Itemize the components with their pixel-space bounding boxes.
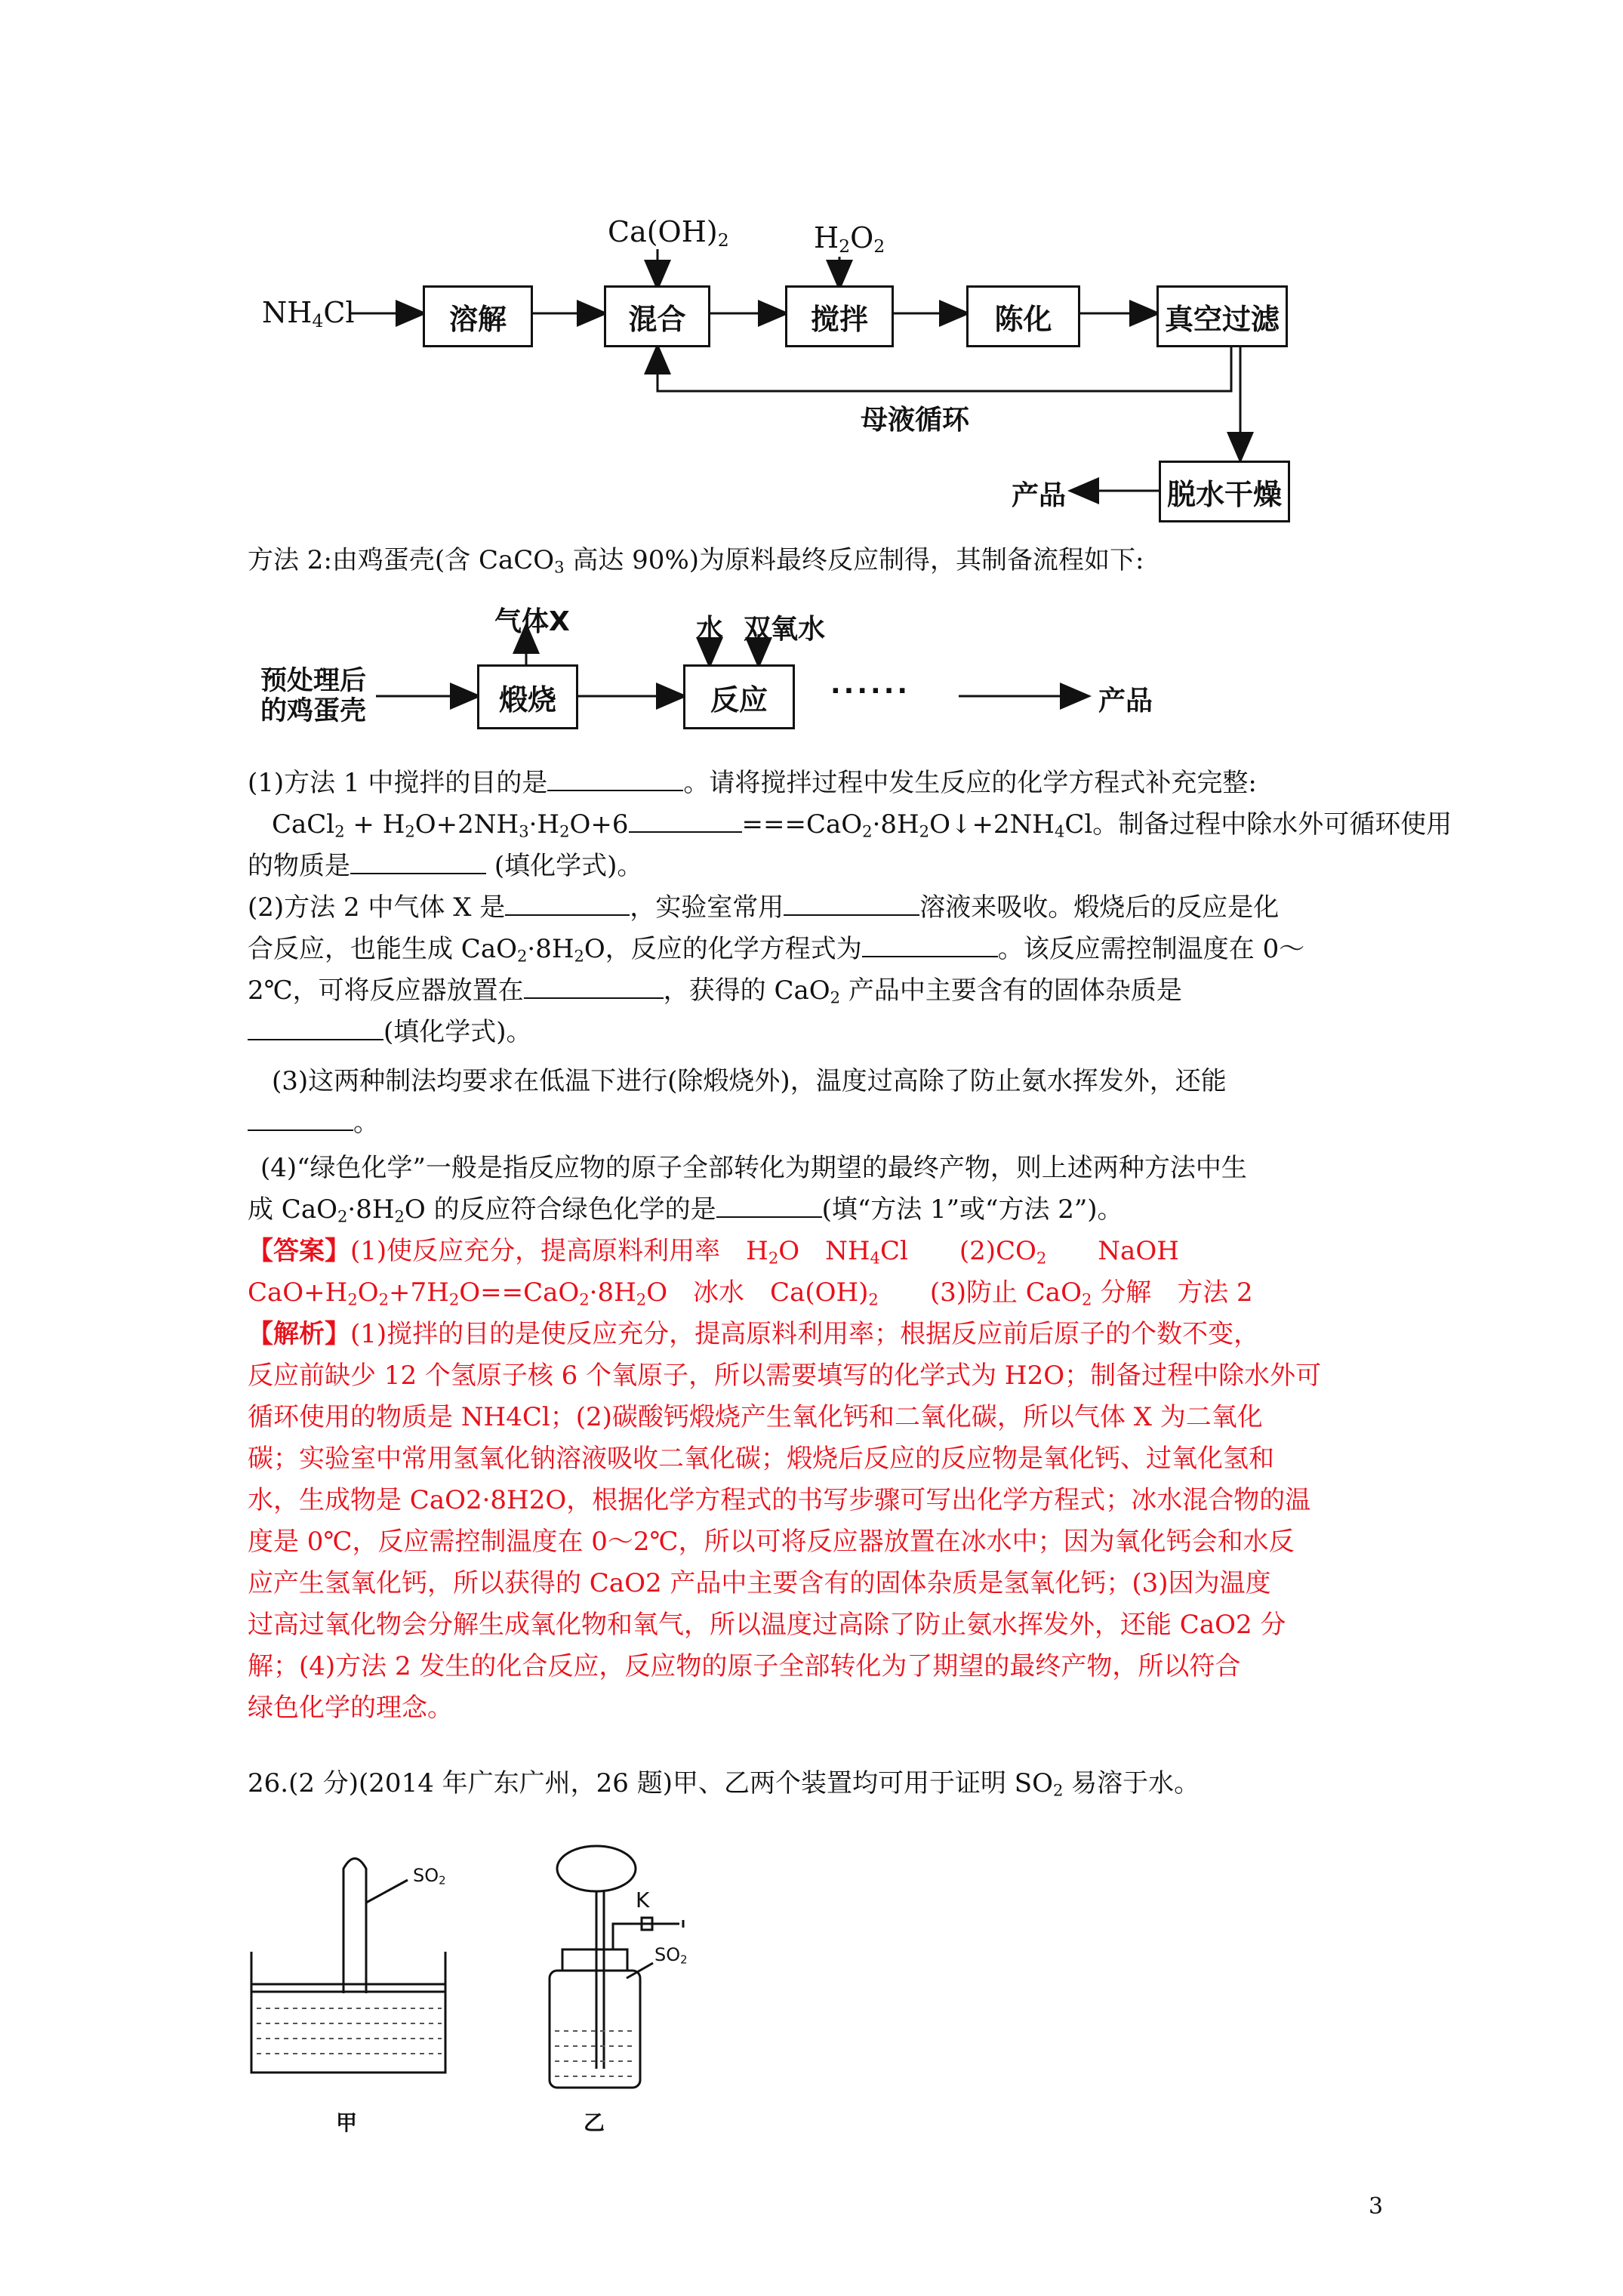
q4-line1: (4)“绿色化学”一般是指反应物的原子全部转化为期望的最终产物，则上述两种方法中生 (260, 1153, 1247, 1183)
apparatus-left-label: 甲 (336, 2110, 358, 2135)
method2-intro: 方法 2:由鸡蛋壳(含 CaCO$_3$ 高达 90%)为原料最终反应制得，其制备流程如下: (248, 545, 1144, 577)
flow2-box-react: 反应 (683, 664, 795, 729)
answer-line2: $CaO+H_2O_2+7H_2O==CaO_2\cdot 8H_2O$ 冰水 $Ca(OH)_2$ (3)防止 CaO$_2$ 分解 方法 2 (248, 1277, 1253, 1309)
flow1-box-vacuum-filter: 真空过滤 (1156, 285, 1288, 347)
analysis-line-10: 绿色化学的理念。 (248, 1693, 453, 1723)
apparatus-gas-right: $SO_2$ (654, 1944, 688, 1967)
q2-line3: 2℃，可将反应器放置在 ，获得的 CaO$_2$ 产品中主要含有的固体杂质是 (248, 975, 1182, 1007)
flow1-input-h2o2: $H_2O_2$ (814, 221, 885, 257)
answer-label: 【答案】 (248, 1236, 350, 1266)
analysis-line-6: 度是 0℃，反应需控制温度在 0～2℃，所以可将反应器放置在冰水中；因为氧化钙会和水反 (248, 1527, 1295, 1557)
flow2-gas-x: 气体X (494, 606, 570, 637)
flow2-input-line1: 预处理后 (260, 666, 367, 696)
q2-line2: 合反应，也能生成 $CaO_2\cdot 8H_2O$，反应的化学方程式为 。该反应需控制温度在 0～ (248, 934, 1305, 966)
analysis-label: 【解析】 (248, 1319, 350, 1349)
q4-line2: 成 $CaO_2\cdot 8H_2O$ 的反应符合绿色化学的是 (填“方法 1”或“方法 2”)。 (248, 1194, 1123, 1226)
analysis-line-4: 碳；实验室中常用氢氧化钠溶液吸收二氧化碳；煅烧后反应的反应物是氧化钙、过氧化氢和 (248, 1444, 1274, 1474)
flow1-box-aging: 陈化 (966, 285, 1080, 347)
analysis-line-7: 应产生氢氧化钙，所以获得的 CaO2 产品中主要含有的固体杂质是氢氧化钙；(3)因为温度 (248, 1568, 1271, 1598)
apparatus-gas-left: $SO_2$ (413, 1865, 446, 1888)
analysis-line-8: 过高过氧化物会分解生成氧化物和氧气，所以温度过高除了防止氨水挥发外，还能 CaO2 分 (248, 1610, 1286, 1640)
answer-line1: 【答案】(1)使反应充分，提高原料利用率 $H_2O$ $NH_4Cl$ $(2)CO_2$ NaOH (248, 1236, 1179, 1268)
q2-line4: (填化学式)。 (248, 1015, 532, 1049)
q3-line1: (3)这两种制法均要求在低温下进行(除煅烧外)，温度过高除了防止氨水挥发外，还能 (272, 1066, 1227, 1096)
q26-text: 26.(2 分)(2014 年广东广州，26 题)甲、乙两个装置均可用于证明 $SO_2$ 易溶于水。 (248, 1768, 1200, 1800)
flow1-input-caoh2: $Ca(OH)_2$ (608, 215, 729, 251)
flow1-input: $NH_4Cl$ (262, 296, 355, 331)
flow1-recycle-label: 母液循环 (861, 405, 970, 436)
flow1-box-dissolve: 溶解 (423, 285, 533, 347)
flow1-box-stir: 搅拌 (785, 285, 894, 347)
apparatus-right-label: 乙 (584, 2110, 605, 2135)
flow1-output: 产品 (1012, 480, 1067, 511)
analysis-line-1: 【解析】(1)搅拌的目的是使反应充分，提高原料利用率；根据反应前后原子的个数不变， (248, 1319, 1260, 1349)
q1-line3: 的物质是 (填化学式)。 (248, 851, 643, 881)
q1-line1: (1)方法 1 中搅拌的目的是 。请将搅拌过程中发生反应的化学方程式补充完整: (248, 768, 1257, 798)
analysis-line-3: 循环使用的物质是 NH4Cl；(2)碳酸钙煅烧产生氧化钙和二氧化碳，所以气体 X 为二氧化 (248, 1402, 1263, 1432)
analysis-line-2: 反应前缺少 12 个氢原子核 6 个氧原子，所以需要填写的化学式为 H2O；制备过程中除水外可 (248, 1361, 1322, 1391)
q1-line2: CaCl$_2$ + $H_2O+2NH_3\cdot H_2O+6$ $===CaO_2\cdot 8H_2O↓+2NH_4Cl$。制备过程中除水外可循环使用 (272, 809, 1452, 841)
flow2-h2o2: 双氧水 (744, 614, 826, 645)
flow2-dots: ······ (830, 676, 911, 707)
q2-line1: (2)方法 2 中气体 X 是 ，实验室常用 溶液来吸收。煅烧后的反应是化 (248, 892, 1280, 923)
flow2-box-calcine: 煅烧 (477, 664, 578, 729)
apparatus-valve-label: K (636, 1888, 650, 1912)
flow2-input-line2: 的鸡蛋壳 (260, 696, 367, 726)
analysis-line-5: 水，生成物是 CaO2·8H2O，根据化学方程式的书写步骤可写出化学方程式；冰水混合物的温 (248, 1485, 1311, 1515)
flow2-water: 水 (696, 614, 724, 645)
page-number: 3 (1369, 2193, 1384, 2220)
q3-line2: 。 (248, 1106, 379, 1139)
flow2-output: 产品 (1098, 686, 1153, 717)
analysis-line-9: 解；(4)方法 2 发生的化合反应，反应物的原子全部转化为了期望的最终产物，所以符合 (248, 1651, 1241, 1681)
flow1-box-dry: 脱水干燥 (1159, 461, 1290, 522)
flow1-box-mix: 混合 (604, 285, 710, 347)
